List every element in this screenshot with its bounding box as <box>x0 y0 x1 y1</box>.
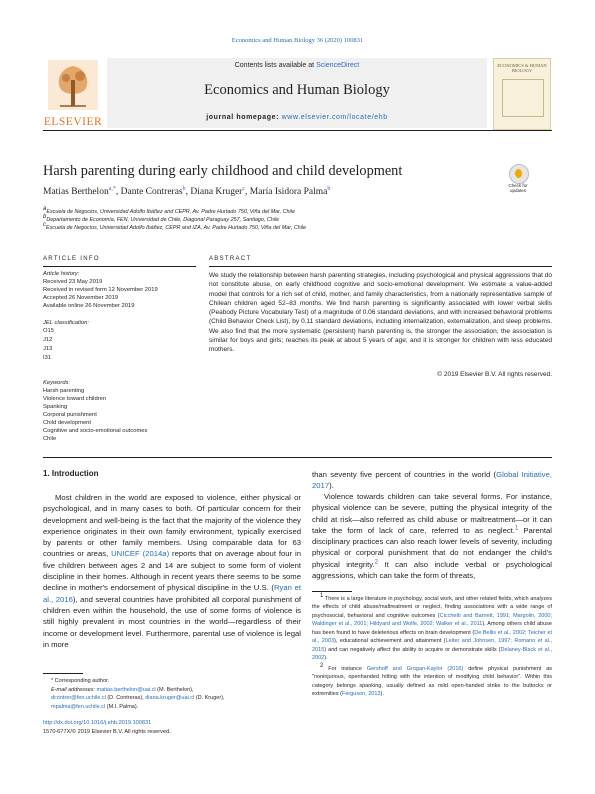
affiliation: $^b$Departamento de Economía, FEN, Universidad de Chile, Diagonal Paraguay 257, Santiago, Chile <box>43 214 280 223</box>
email-link[interactable]: mpalma@fen.uchile.cl <box>51 703 106 710</box>
jel-label: JEL classification: <box>43 320 89 326</box>
intro-paragraph: Most children in the world are exposed to violence, either physical or psychological, and in many cases to both. Of particular concern for their development and well-being is the fact that the majority of the violence they experience originates in their own family environment, typically exercised by parents or other family members. Using comparable data for 63 countries or areas, UNICEF (2014a) reports that on average about four in five children between ages 2 and 14 are subject to some form of violent discipline in their homes. Although in recent years there seems to be some decline in mother's endorsement of physical discipline in the U.S. (Ryan et al., 2016), and several countries have prohibited all corporal punishment of children even within the household, the use of some forms of violence is still highly prevalent in most countries in the world—regardless of their income or development level. Furthermore, parental use of violence is legal in more <box>43 493 301 649</box>
masthead-center <box>107 58 487 128</box>
abstract-copyright: © 2019 Elsevier B.V. All rights reserved. <box>437 371 552 378</box>
homepage-link[interactable]: www.elsevier.com/locate/ehb <box>281 114 388 121</box>
publisher-name: ELSEVIER <box>43 116 103 128</box>
keyword: Corporal punishment <box>43 412 97 418</box>
author-affil[interactable]: b <box>182 185 186 192</box>
footnote: $^1$ There is a large literature in psychology, social work, and other related fields, which analyzes the effects of child abuse/maltreatment or neglect, finding associations with a wide range of psychosocial, behavioral and cognitive outcomes (Cicchetti and Barnett, 1991; Margolin, 2000; Waldinger et al., 2001; Hildyard and Wolfe, 2002; Walker et al., 2011). Among others child abuse has been found to have deleterious effects on brain development (De Bellis et al., 2002; Teicher et al., 2003), educational achievement and attainment (Leiter and Johnsen, 1997; Romano et al., 2015) and can negatively affect the ability to acquire or demonstrate skills (Delaney-Black et al., 2002). <box>312 593 553 662</box>
affiliation: $^a$Escuela de Negocios, Universidad Adolfo Ibáñez and CEPR, Av. Padre Hurtado 750, Viña del Mar, Chile <box>43 206 295 215</box>
citation-link[interactable]: UNICEF (2014a) <box>111 549 170 559</box>
contents-line <box>107 62 487 69</box>
citation-link[interactable]: Cicchetti and Barnett, 1991; Margolin, 2000; Waldinger et al., 2001; Hildyard and Wolfe, 2002; Walker et al., 2011 <box>312 612 552 628</box>
jel-code: J13 <box>43 346 53 352</box>
footnotes-right <box>312 595 552 698</box>
abstract-text: We study the relationship between harsh parenting strategies, including psychological and physical aggressions that do not constitute abuse, on early childhood cognitive and socio-emotional development. We estimate a value-added model that controls for a rich set of child, mother, and family characteristics, from a nationally representative sample of Chilean children aged 52–83 months. We find harsh parenting is significantly associated with lower verbal skills (Peabody Picture Vocabulary Test) of a magnitude of 0.06 standard deviations, and with increased behavioral problems (Child Behavior Check List), by 0.11 standard deviations, including internalization, externalization, and sleep problems. We also find that the more systematic (persistent) harsh parenting is, the stronger the association; the association is similar for boys and girls; reaches its peak at about 5 years of age; and it is stronger for children with less educated mothers. <box>209 272 552 353</box>
journal-cover-image <box>493 58 551 130</box>
article-title: Harsh parenting during early childhood and child development <box>43 163 403 179</box>
check-for-updates-badge[interactable] <box>504 164 532 196</box>
author-affil[interactable]: a,* <box>108 185 116 192</box>
citation-link[interactable]: Gershoff and Grogan-Kaylor (2016) <box>366 665 464 672</box>
jel-code: O15 <box>43 328 54 334</box>
keyword: Cognitive and socio-emotional outcomes <box>43 428 148 434</box>
article-info-heading: ARTICLE INFO <box>43 256 100 262</box>
citation-link[interactable]: Ferguson, 2013 <box>341 690 381 697</box>
masthead-rule <box>43 130 552 131</box>
elsevier-tree-icon <box>48 60 98 110</box>
email-link[interactable]: matias.berthelon@uai.cl <box>96 686 156 693</box>
history-item: Received in revised form 12 November 2019 <box>43 287 158 293</box>
email-link[interactable]: diana.kruger@uai.cl <box>145 695 195 702</box>
history-item: Accepted 26 November 2019 <box>43 295 119 301</box>
keyword: Child development <box>43 420 92 426</box>
keyword: Harsh parenting <box>43 388 85 394</box>
history-label: Article history: <box>43 271 80 277</box>
footnote: $^2$ For instance Gershoff and Grogan-Kaylor (2016) define physical punishment as "noninjurious, openhanded hitting with the intention of modifying child behavior". Within this category belongs spanking, usually defined as mild open-handed strike to the buttocks or extremities (Ferguson, 2013). <box>312 662 552 697</box>
author-name[interactable]: Matias Berthelon <box>43 187 109 197</box>
issn-line: 1570-677X/© 2019 Elsevier B.V. All rights reserved. <box>43 728 171 735</box>
abstract-rule <box>209 266 552 267</box>
intro-paragraph-continued: than seventy five percent of countries in the world (Global Initiative, 2017). <box>312 470 552 491</box>
section-heading: 1. Introduction <box>43 469 99 478</box>
email-link[interactable]: dcontrer@fen.uchile.cl <box>51 695 106 702</box>
intro-paragraph: Violence towards children can take several forms. For instance, physical violence can be severe, putting the physical integrity of the child at risk—also referred as child abuse or maltreatment—or it can take the form of lack of care, referred to as neglect.$^1$ Parental disciplinary practices can also reach lower levels of severity, including physical or corporal punishment that do not endanger the child's physical integrity.$^2$ It can also include verbal or psychological aggressions, which can take the form of threats, <box>312 492 552 581</box>
jel-code: I31 <box>43 355 52 361</box>
corresponding-author-note <box>43 677 301 711</box>
citation-link[interactable]: De Bellis et al., 2002; Teicher et al., 2003 <box>312 629 553 645</box>
check-updates-label: Check for updates <box>508 183 528 193</box>
check-updates-icon <box>509 164 529 184</box>
author-name[interactable]: Dante Contreras <box>120 187 183 197</box>
journal-homepage <box>107 114 487 121</box>
email-list: E-mail addresses: matias.berthelon@uai.cl (M. Berthelon), dcontrer@fen.uchile.cl (D. Contreras), diana.kruger@uai.cl (D. Kruger), mpalma@fen.uchile.cl (M.I. Palma). <box>51 686 225 710</box>
history-item: Available online 26 November 2019 <box>43 303 135 309</box>
footnote-rule <box>43 673 83 674</box>
citation-link[interactable]: Ryan et al., 2016 <box>43 583 301 604</box>
elsevier-logo[interactable] <box>43 58 103 128</box>
author-name[interactable]: Diana Kruger <box>190 187 243 197</box>
keyword: Chile <box>43 436 57 442</box>
author-affil[interactable]: b <box>327 185 331 192</box>
article-info-rule <box>43 266 196 267</box>
affiliation: $^c$Escuela de Negocios, Universidad Adolfo Ibáñez, CEPR and IZA, Av. Padre Hurtado 750, Viña del Mar, Chile <box>43 222 306 231</box>
sciencedirect-link[interactable]: ScienceDirect <box>316 62 360 69</box>
homepage-label: journal homepage: <box>206 114 280 121</box>
author-name[interactable]: María Isidora Palma <box>249 187 328 197</box>
doi-link[interactable]: http://dx.doi.org/10.1016/j.ehb.2019.100831 <box>43 720 152 726</box>
cover-illustration <box>502 79 544 117</box>
author-list: Matias Berthelon$^{a,*}$, Dante Contreras$^b$, Diana Kruger$^c$, María Isidora Palma$^b$ <box>43 185 331 197</box>
jel-code: J12 <box>43 337 53 343</box>
corresponding-author: * Corresponding author. <box>51 678 110 684</box>
footnote-marker[interactable]: 1 <box>514 525 519 532</box>
footnote-rule <box>312 591 352 592</box>
citation-link[interactable]: Delaney-Black et al., 2002 <box>312 646 553 662</box>
keyword: Violence toward children <box>43 396 107 402</box>
journal-reference[interactable]: Economics and Human Biology 36 (2020) 100831 <box>231 37 364 44</box>
cover-title: ECONOMICS & HUMAN BIOLOGY <box>497 63 547 73</box>
keyword: Spanking <box>43 404 68 410</box>
footnote-marker[interactable]: 2 <box>374 559 379 566</box>
citation-link[interactable]: Global Initiative, 2017 <box>312 470 552 491</box>
doi-block <box>43 719 171 736</box>
front-matter-rule <box>43 457 552 458</box>
keywords-label: Keywords: <box>43 380 71 386</box>
author-affil[interactable]: c <box>242 185 246 192</box>
history-item: Received 23 May 2019 <box>43 279 103 285</box>
contents-prefix: Contents lists available at <box>234 62 317 69</box>
abstract-heading: ABSTRACT <box>209 256 252 262</box>
journal-masthead <box>43 58 552 130</box>
journal-title: Economics and Human Biology <box>204 82 390 98</box>
citation-link[interactable]: Leiter and Johnsen, 1997; Romano et al., 2015 <box>312 638 552 653</box>
